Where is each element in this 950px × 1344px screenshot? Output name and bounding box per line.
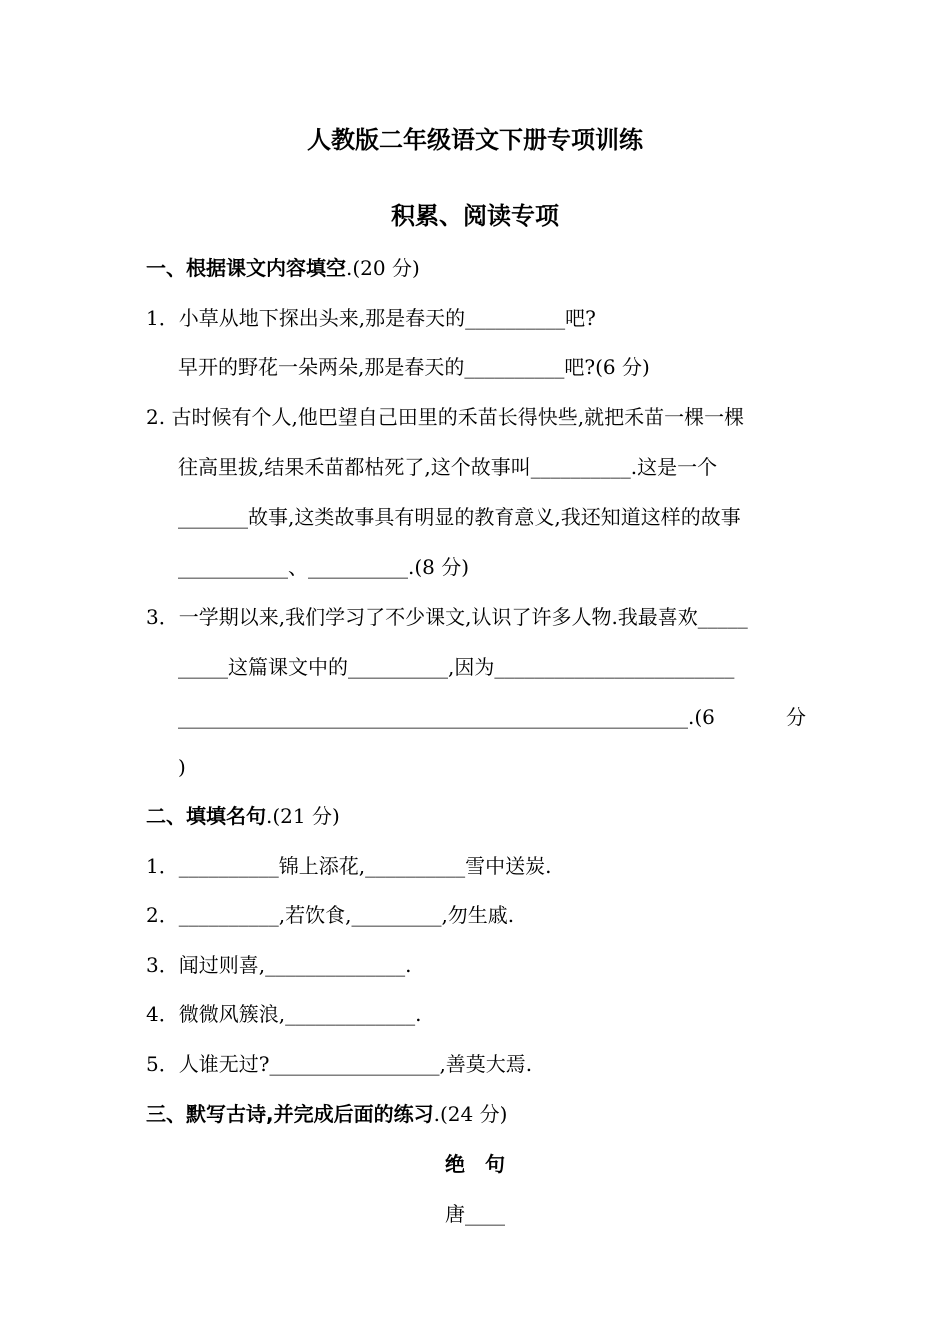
poem-title: 绝 句	[445, 1152, 505, 1176]
section2-heading-line	[146, 802, 340, 830]
section3-score: .(24 分)	[433, 1102, 508, 1126]
section2-heading: 二、填填名句	[146, 804, 266, 828]
section3-heading: 三、默写古诗,并完成后面的练习	[146, 1102, 434, 1126]
section1-heading: 一、根据课文内容填空	[146, 256, 346, 280]
q2-line3: _______故事,这类故事具有明显的教育意义,我还知道这样的故事	[178, 505, 741, 529]
list-item: 2．__________,若饮食,_________,勿生戚.	[146, 903, 515, 927]
q2-line4: ___________、__________.(8 分)	[178, 555, 470, 579]
page-title: 人教版二年级语文下册专项训练	[307, 126, 643, 154]
poem-author: 唐____	[445, 1202, 505, 1226]
q3-line4: )	[178, 755, 186, 779]
section1-score: .(20 分)	[346, 256, 420, 280]
list-item: 5．人谁无过?_________________,善莫大焉.	[146, 1052, 533, 1076]
section3-heading-line	[146, 1100, 507, 1128]
list-item: 4．微微风簇浪,_____________.	[146, 1002, 422, 1026]
section1-heading-line	[146, 254, 420, 282]
q3-line3-blank: ___________________________________________________.(6	[178, 705, 715, 729]
page-subtitle: 积累、阅读专项	[391, 202, 559, 230]
q1-line2: 早开的野花一朵两朵,那是春天的__________吧?(6 分)	[178, 355, 650, 379]
section2-score: .(21 分)	[266, 804, 340, 828]
list-item: 3．闻过则喜,______________.	[146, 953, 412, 977]
q3-line3	[178, 703, 806, 731]
q2-line1: 2. 古时候有个人,他巴望自己田里的禾苗长得快些,就把禾苗一棵一棵	[146, 405, 745, 429]
q3-line3-score: 分	[786, 705, 806, 729]
q3-line2: _____这篇课文中的__________,因为________________________	[178, 655, 735, 679]
q2-line2: 往高里拔,结果禾苗都枯死了,这个故事叫__________.这是一个	[178, 455, 718, 479]
list-item: 1．__________锦上添花,__________雪中送炭.	[146, 854, 552, 878]
q1-line1: 1．小草从地下探出头来,那是春天的__________吧?	[146, 306, 596, 330]
q3-line1: 3．一学期以来,我们学习了不少课文,认识了许多人物.我最喜欢_____	[146, 605, 748, 629]
